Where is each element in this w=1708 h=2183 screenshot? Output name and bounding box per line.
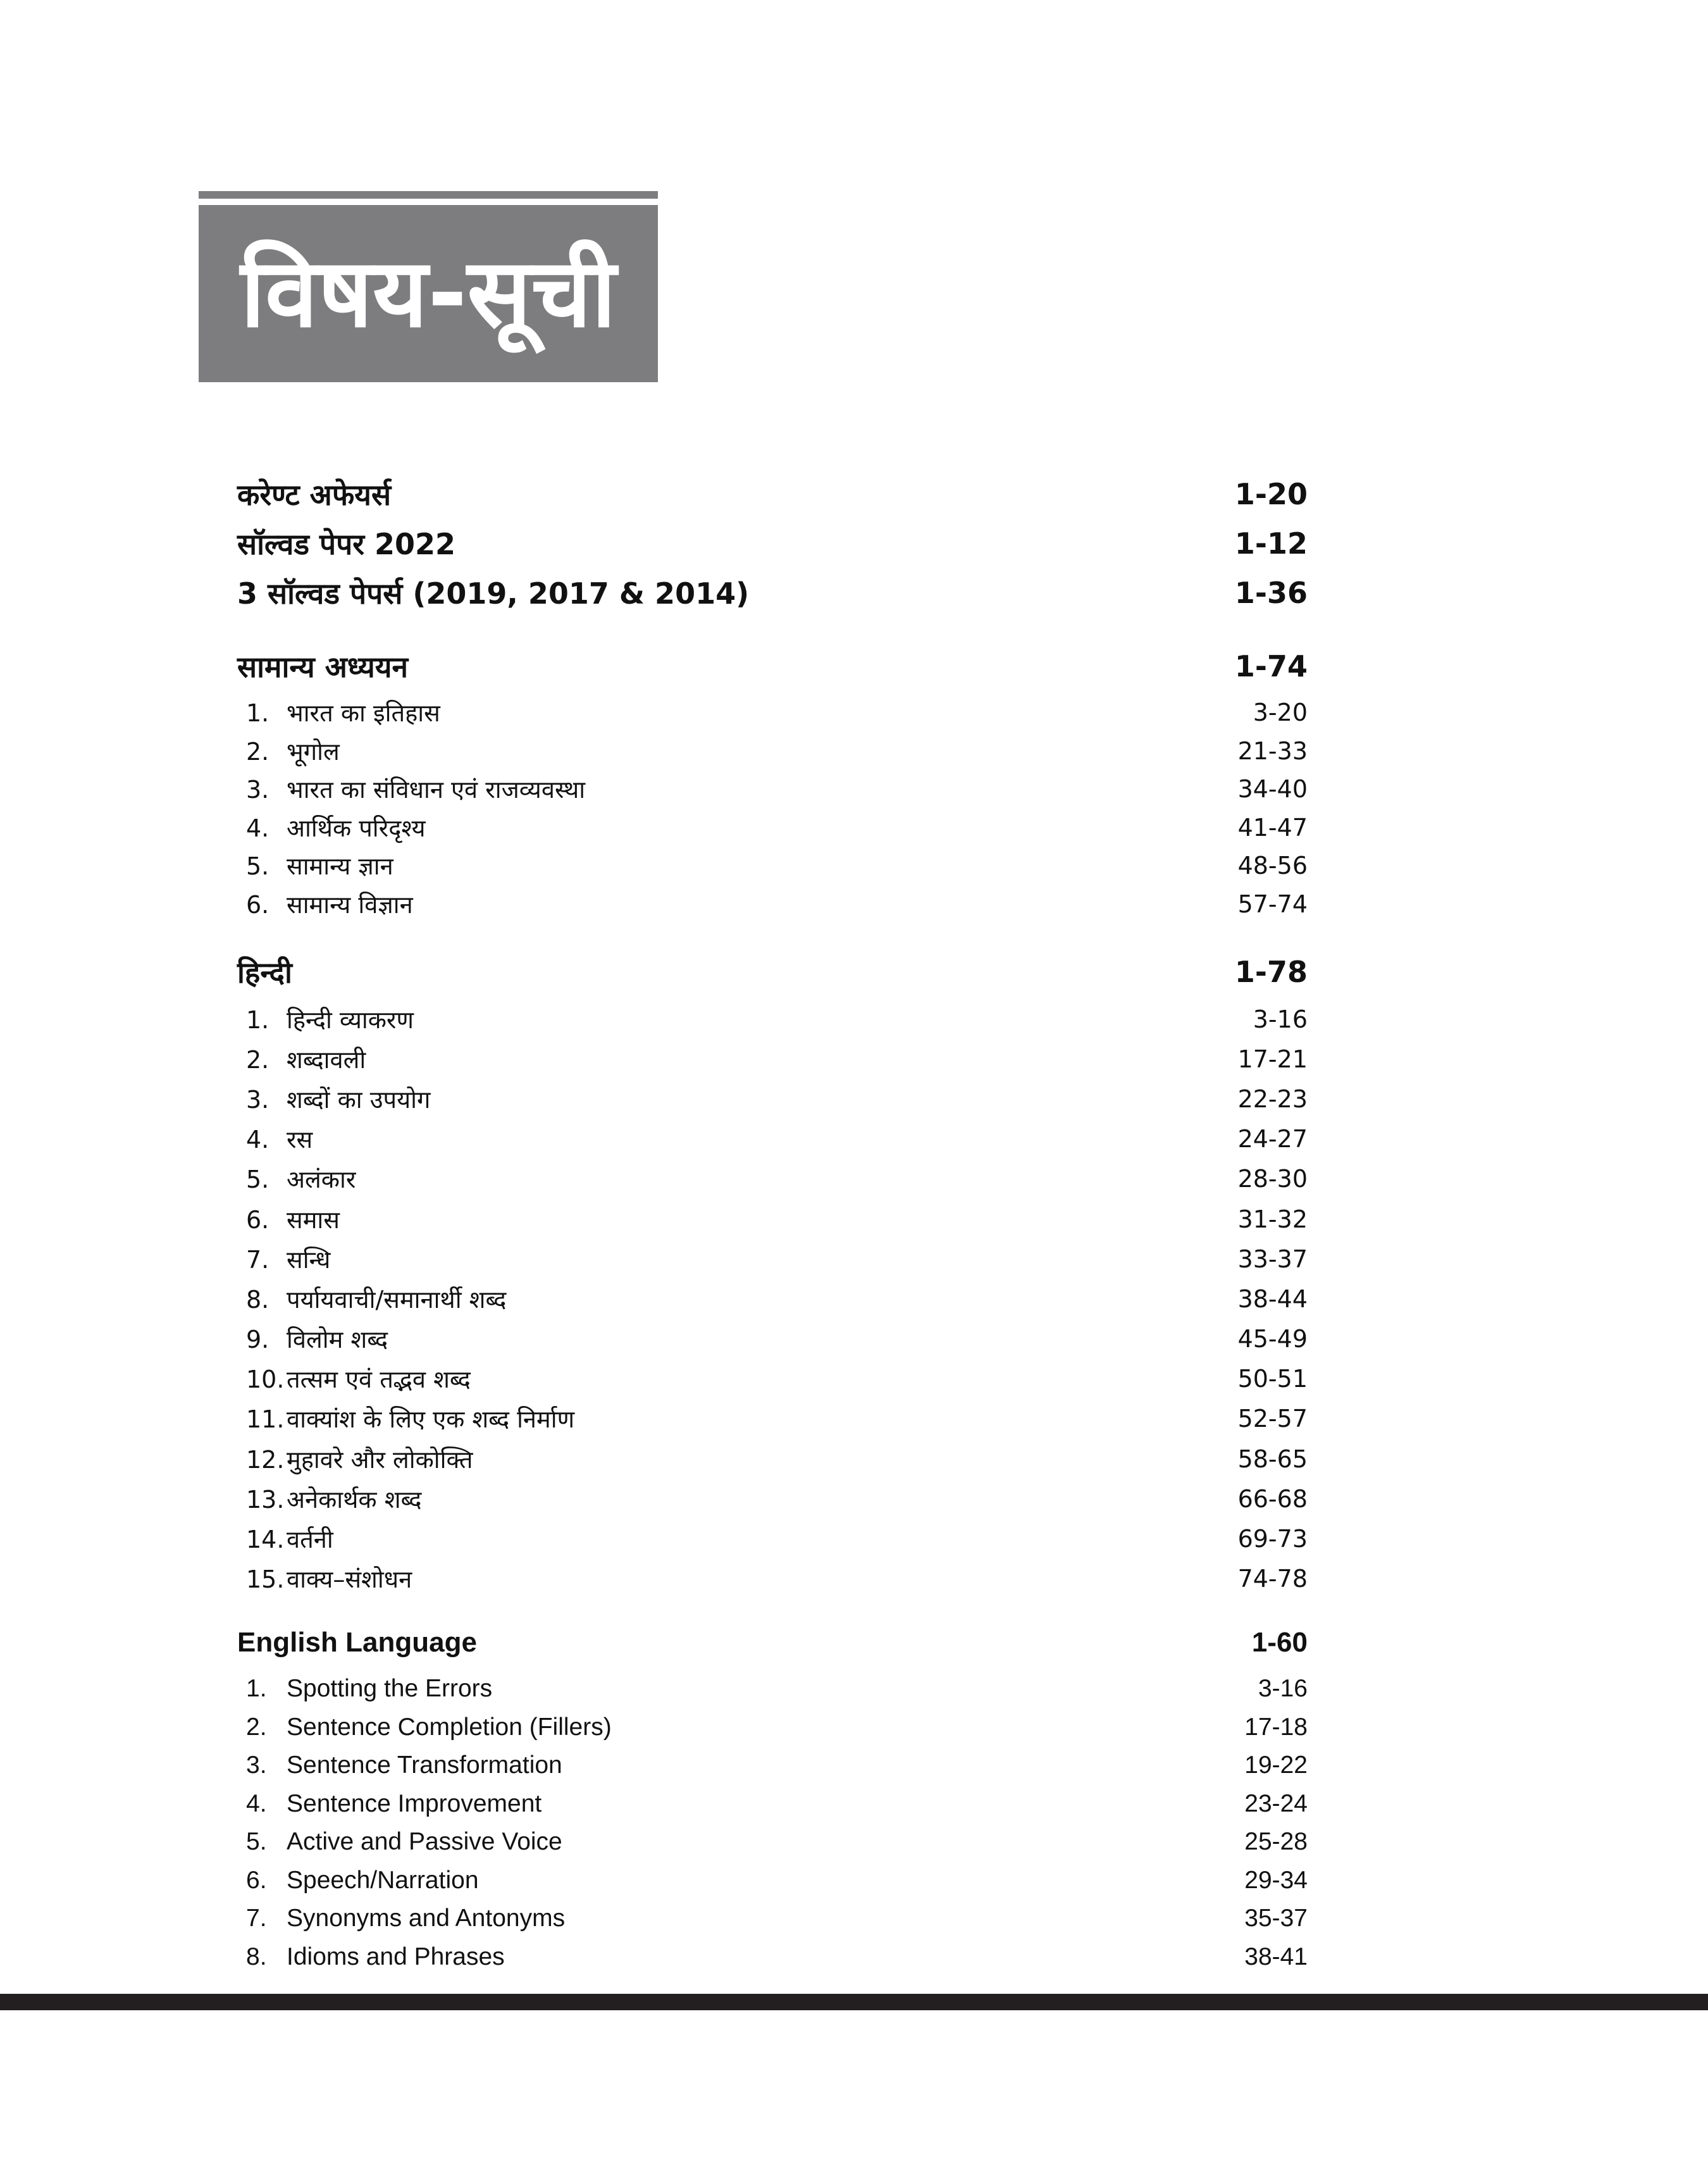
item-pages: 45-49 — [1237, 1325, 1308, 1353]
item-number: 8. — [246, 1943, 267, 1970]
toc-item[interactable] — [237, 1823, 1308, 1862]
item-pages: 17-21 — [1237, 1045, 1308, 1073]
item-pages: 38-41 — [1244, 1943, 1308, 1970]
toc-item[interactable] — [237, 1746, 1308, 1785]
item-number: 3. — [246, 1085, 269, 1114]
item-label: सामान्य ज्ञान — [287, 852, 393, 881]
item-number: 5. — [246, 1828, 267, 1856]
item-pages: 31-32 — [1237, 1205, 1308, 1233]
toc-item[interactable] — [237, 1239, 1308, 1279]
toc-item[interactable] — [237, 1479, 1308, 1519]
toc-entry-pages: 1-20 — [1234, 477, 1308, 511]
item-label: Idioms and Phrases — [287, 1943, 505, 1970]
toc-item[interactable] — [237, 1039, 1308, 1079]
item-number: 9. — [246, 1326, 269, 1354]
toc-entry-label: सॉल्वड पेपर 2022 — [237, 527, 456, 561]
toc-item[interactable] — [237, 1319, 1308, 1359]
item-pages: 21-33 — [1237, 737, 1308, 765]
section-pages: 1-74 — [1234, 649, 1308, 683]
item-label: सामान्य विज्ञान — [287, 890, 413, 919]
item-number: 6. — [246, 1205, 269, 1234]
item-number: 2. — [246, 737, 269, 766]
item-pages: 33-37 — [1237, 1245, 1308, 1273]
toc-item[interactable] — [237, 693, 1308, 732]
title-banner — [199, 205, 658, 382]
toc-item[interactable] — [237, 1079, 1308, 1119]
item-pages: 22-23 — [1237, 1085, 1308, 1113]
item-label: समास — [287, 1205, 340, 1234]
item-label: भारत का इतिहास — [287, 699, 440, 728]
item-number: 4. — [246, 1126, 269, 1154]
item-label: Spotting the Errors — [287, 1675, 493, 1703]
toc-item[interactable] — [237, 1937, 1308, 1976]
item-label: वाक्यांश के लिए एक शब्द निर्माण — [287, 1405, 575, 1434]
item-pages: 35-37 — [1244, 1905, 1308, 1932]
item-label: शब्दों का उपयोग — [287, 1085, 431, 1114]
item-number: 4. — [246, 814, 269, 842]
item-number: 1. — [246, 1675, 267, 1703]
item-pages: 28-30 — [1237, 1165, 1308, 1193]
toc-item[interactable] — [237, 1159, 1308, 1199]
item-number: 13. — [246, 1485, 285, 1514]
item-number: 14. — [246, 1526, 285, 1554]
item-label: Sentence Transformation — [287, 1751, 562, 1779]
toc-entry-label: 3 सॉल्वड पेपर्स (2019, 2017 & 2014) — [237, 576, 750, 611]
item-pages: 69-73 — [1237, 1525, 1308, 1553]
item-label: हिन्दी व्याकरण — [287, 1005, 414, 1034]
section-heading-general-studies[interactable] — [237, 642, 1308, 691]
toc-item[interactable] — [237, 1708, 1308, 1746]
title-rule — [199, 191, 658, 199]
item-number: 5. — [246, 1166, 269, 1194]
item-number: 6. — [246, 1866, 267, 1894]
item-number: 3. — [246, 776, 269, 804]
item-number: 12. — [246, 1445, 285, 1474]
item-label: Synonyms and Antonyms — [287, 1905, 566, 1932]
toc-item[interactable] — [237, 1559, 1308, 1599]
item-pages: 41-47 — [1237, 813, 1308, 842]
item-label: वर्तनी — [287, 1526, 333, 1554]
item-label: Sentence Improvement — [287, 1789, 542, 1817]
toc-item[interactable] — [237, 885, 1308, 924]
toc-item[interactable] — [237, 1399, 1308, 1439]
item-label: Active and Passive Voice — [287, 1828, 562, 1856]
item-label: रस — [287, 1126, 313, 1154]
item-label: Speech/Narration — [287, 1866, 479, 1894]
item-pages: 58-65 — [1237, 1445, 1308, 1473]
item-label: शब्दावली — [287, 1045, 366, 1074]
toc-item[interactable] — [237, 847, 1308, 885]
toc-item[interactable] — [237, 770, 1308, 809]
bottom-rule — [0, 1994, 1708, 2010]
section-pages: 1-78 — [1234, 955, 1308, 989]
item-number: 2. — [246, 1045, 269, 1074]
item-pages: 52-57 — [1237, 1405, 1308, 1433]
toc-item[interactable] — [237, 732, 1308, 771]
item-number: 10. — [246, 1365, 285, 1394]
item-pages: 38-44 — [1237, 1284, 1308, 1313]
item-label: सन्धि — [287, 1245, 331, 1274]
toc-item[interactable] — [237, 1359, 1308, 1399]
item-pages: 50-51 — [1237, 1365, 1308, 1393]
toc-item[interactable] — [237, 809, 1308, 847]
item-pages: 3-16 — [1253, 1005, 1308, 1033]
section-heading-english-language[interactable] — [237, 1618, 1308, 1667]
item-pages: 3-20 — [1253, 699, 1308, 727]
toc-item[interactable] — [237, 1670, 1308, 1708]
item-number: 1. — [246, 1005, 269, 1034]
toc-entry-label: करेण्ट अफेयर्स — [237, 478, 392, 512]
toc-item[interactable] — [237, 1900, 1308, 1938]
item-number: 8. — [246, 1285, 269, 1314]
page-title: विषय-सूची — [240, 239, 616, 349]
item-label: विलोम शब्द — [287, 1326, 388, 1354]
item-pages: 19-22 — [1244, 1751, 1308, 1779]
item-label: भूगोल — [287, 737, 340, 766]
table-of-contents — [237, 470, 1308, 1976]
toc-entry-pages: 1-12 — [1234, 526, 1308, 561]
item-label: पर्यायवाची/समानार्थी शब्द — [287, 1285, 507, 1314]
toc-item[interactable] — [237, 1519, 1308, 1558]
item-label: अनेकार्थक शब्द — [287, 1485, 422, 1514]
item-number: 7. — [246, 1905, 267, 1932]
item-pages: 34-40 — [1237, 775, 1308, 804]
item-number: 6. — [246, 890, 269, 919]
section-title: हिन्दी — [237, 955, 292, 990]
item-pages: 74-78 — [1237, 1565, 1308, 1593]
item-label: आर्थिक परिदृश्य — [287, 814, 426, 842]
item-label: तत्सम एवं तद्भव शब्द — [287, 1365, 471, 1394]
section-heading-hindi[interactable] — [237, 947, 1308, 997]
section-pages: 1-60 — [1251, 1626, 1308, 1658]
toc-item[interactable] — [237, 1439, 1308, 1479]
toc-entry-current-affairs[interactable] — [237, 470, 1308, 519]
item-number: 15. — [246, 1565, 285, 1594]
toc-item[interactable] — [237, 1861, 1308, 1900]
item-label: मुहावरे और लोकोक्ति — [287, 1445, 473, 1474]
item-pages: 25-28 — [1244, 1828, 1308, 1856]
item-number: 5. — [246, 852, 269, 881]
item-number: 3. — [246, 1751, 267, 1779]
toc-entry-solved-paper-2022[interactable] — [237, 519, 1308, 568]
item-label: वाक्य–संशोधन — [287, 1565, 412, 1594]
toc-item[interactable] — [237, 1279, 1308, 1319]
item-pages: 17-18 — [1244, 1713, 1308, 1741]
item-number: 7. — [246, 1245, 269, 1274]
item-label: अलंकार — [287, 1166, 356, 1194]
toc-entry-pages: 1-36 — [1234, 576, 1308, 610]
item-label: Sentence Completion (Fillers) — [287, 1713, 612, 1741]
item-pages: 29-34 — [1244, 1866, 1308, 1894]
toc-item[interactable] — [237, 1784, 1308, 1823]
item-number: 4. — [246, 1789, 267, 1817]
item-number: 1. — [246, 699, 269, 728]
toc-item[interactable] — [237, 999, 1308, 1039]
item-number: 11. — [246, 1405, 285, 1434]
item-number: 2. — [246, 1713, 267, 1741]
section-title: सामान्य अध्ययन — [237, 650, 409, 684]
item-pages: 24-27 — [1237, 1125, 1308, 1154]
item-pages: 66-68 — [1237, 1484, 1308, 1513]
section-title: English Language — [237, 1626, 477, 1658]
toc-item[interactable] — [237, 1119, 1308, 1159]
item-pages: 23-24 — [1244, 1789, 1308, 1817]
toc-entry-3-solved-papers[interactable] — [237, 568, 1308, 618]
item-pages: 3-16 — [1258, 1675, 1308, 1703]
item-pages: 48-56 — [1237, 852, 1308, 880]
item-pages: 57-74 — [1237, 890, 1308, 918]
item-label: भारत का संविधान एवं राजव्यवस्था — [287, 776, 586, 804]
toc-item[interactable] — [237, 1199, 1308, 1239]
